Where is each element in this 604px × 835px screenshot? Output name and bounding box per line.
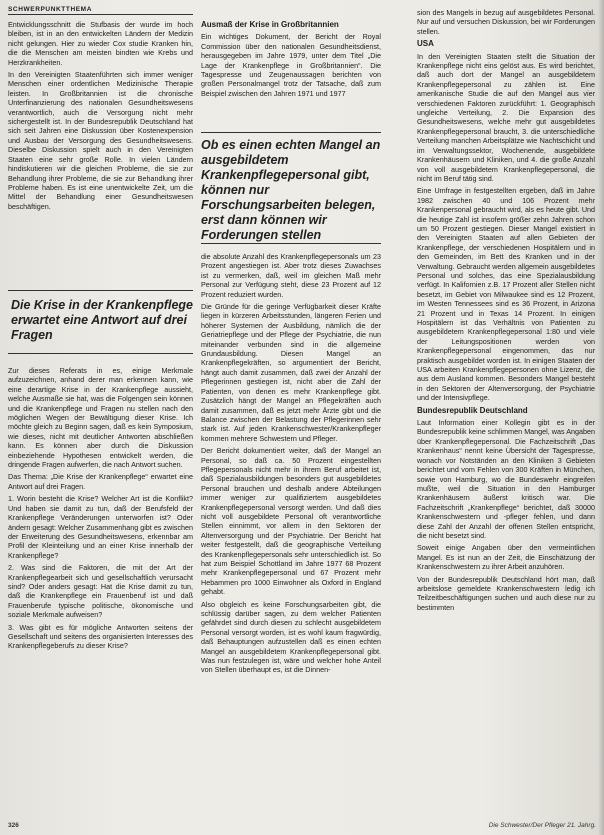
col2-paragraph-3: Die Gründe für die geringe Verfügbarkeit dieser Kräfte liegen in kürzeren Arbeitsstunden, längeren Ferien und höherer Systemen der Ausbildung, nämlich die der Geriatriepflege und der Pflege der Psychiatrie, die nun miteinander verbunden sind in die allgemeine Grundausbildung. Diesen Mangel an Krankenpflegekräften, so argumentiert der Bericht, hängt auch damit zusammen, daß zwei der Anzahl der Pflegerinnen gestiegen ist, nicht aber die Zahl der Patienten, von denen es mehr Krankenpflege gibt. Zusätzlich hängt der Mangel an Pflegekräften auch damit zusammen, daß es jetzt mehr Ärzte gibt und die Balance zwischen der Belastung der Pflegerinnen sehr stark ist. Auf jeden Krankenschwester/Krankenpfleger kommen mehrere Schwestern und Pfleger. <box>201 302 381 443</box>
col2-paragraph-2: die absolute Anzahl des Krankenpflegepersonals um 23 Prozent angestiegen ist. Aber trotz dieses Zuwachses ist zu vermerken, daß, weil im gleichen Maß mehr Personal zur Verfügung steht, diese 23 Prozent auf 12 Prozent reduziert wurden. <box>201 252 381 299</box>
col2-paragraph-5: Also obgleich es keine Forschungsarbeiten gibt, die schlüssig darüber sagen, zu dem welcher Patienten gefährdet sind durch diesen zu schlecht ausgebildetem Personal versorgt worden, ist es wohl kaum fragwürdig, daß Behauptungen aufzustellen daß es einen echten Mangel an ausgebildetem Krankenpflegepersonal gibt. Was nun festzulegen ist, wäre und welcher hohe Anteil von Stellen überhaupt es, ist die Dinnen- <box>201 599 381 675</box>
col3-brd-paragraph-2: Soweit einige Angaben über den vermeintlichen Mangel. Es ist nun an der Zeit, die Einschätzung der Krankenschwestern zu ihrer Arbeit anzuhören. <box>417 543 595 572</box>
heading-brd: Bundesrepublik Deutschland <box>417 405 528 415</box>
col2-paragraph-1: Ein wichtiges Dokument, der Bericht der Royal Commission über den nationalen Gesundheitsdienst, herausgegeben im Jahre 1979, unter dem Titel „Die Lage der Krankenpflege in Großbritannien“. Die Tagespresse und Zeugenaussagen berichten von großen Personalmangel trotz der Tatsache, daß zum Beispiel zwischen den Jahren 1971 und 1977 <box>201 32 381 98</box>
rule-bottom-callout-b <box>201 243 381 244</box>
col1-thema: Das Thema: „Die Krise der Krankenpflege“ erwartet eine Antwort auf drei Fragen. <box>8 472 193 491</box>
page-number: 326 <box>8 822 19 829</box>
section-header: SCHWERPUNKTTHEMA <box>8 6 193 15</box>
col3-paragraph-0: sion des Mangels in bezug auf ausgebildetes Personal. Nur auf und versuchen Diskussion, bei wir Forderungen stellen. <box>417 8 595 36</box>
pull-quote-krise: Die Krise in der Krankenpflege erwartet eine Antwort auf drei Fragen <box>11 298 194 342</box>
col2-paragraph-4: Der Bericht dokumentiert weiter, daß der Mangel an Personal, so daß ca. 50 Prozent eingestellten Pflegepersonals nicht mehr in ihrem Beruf arbeitet ist, daß Spezialausbildungen besonders gut ausgebildetes Personal brauchen und deshalb andere Abteilungen immer weniger zur qualifiziertem ausgebildetes Krankenpflegepersonal versorgt werden. Und daß dies nicht voll ausgebildete Personal oft verantwortliche Stellen einnimmt, vor allem in den Sektoren der Altenversorgung und der Psychiatrie. Der Bericht hat weiter festgestellt, daß die geographische Verteilung des Krankenpflegepersonals sehr unterschiedlich ist. So hat zum Beispiel Schottland im Jahre 1977 68 Prozent mehr Krankenpflegepersonal und 67 Prozent mehr Hebammen pro 1000 Einwohner als Oxford in England gehabt. <box>201 446 381 597</box>
question-list <box>8 494 193 651</box>
heading-grossbritannien: Ausmaß der Krise in Großbritannien <box>201 20 339 29</box>
col1-paragraph-1: Entwicklungsschnitt die Stufbasis der wurde im hoch bleiben, ist in an den entwickelten Ländern der Medizin nicht gelungen. Hier zu wieder Cox studie Kranken hin, die die Menschen am meisten bindten wie Krebs und Herzkrankheiten. <box>8 20 193 67</box>
col3-usa-paragraph-1: In den Vereinigten Staaten stellt die Situation der Krankenpflege nicht eins gelöst aus. Es wird berichtet, daß auch dort der Mangel an ausgebildetem Krankenpflegepersonal zu zählen ist. Eine amerikanische Studie die auf den Mangel aus vier verschiedenen Faktoren zurückführt: 1. Geographisch ungleiche Verteilung, 2. Die Expansion des Gesundheitswesens, welche mehr gut ausgebildetes Krankenpflegepersonal braucht, 3. die unterschiedliche Verteilung manchen Arbeitsplätze wie Nachtschicht und im Verwaltungssektor, Wochenende, ausgebildete Krankenhäusern und Kliniken, und 4. die große Anzahl von voll ausgebildetem Krankenpflegepersonal, die nicht im Beruf tätig sind. <box>417 51 595 183</box>
col3-brd-paragraph-1: Laut Information einer Kollegin gibt es in der Bundesrepublik keine schlimmen Mangel, was Angaben über Krankenpflegepersonal. Die Fachzeitschrift „Das Krankenhaus“ nennt keine Übersicht der Tagespresse, wonach vor Notständen an den Kliniken 3 Gebieten berichtet und vom Fehlen von 300 Kräften in München, sowie von Hamburg, wo die Bundeswehr eingreifen mußte, weil die Situation in den Hamburger Krankenhäusern äußerst kritisch war. Die Fachzeitschrift „Krankenpflege“ berichtet, daß 30000 Krankenschwestern und -pfleger fehlen, und dann diese Zahl der Anzahl der offenen Stellen entspricht, die nicht besetzt sind. <box>417 418 595 540</box>
rule-top-callout-a <box>8 290 193 291</box>
col1-paragraph-2: In den Vereinigten Staatenführten sich immer weniger Menschen einer ordentlichen Medizinische Therapie leisten. In Großbritannien ist die chronische Unterfinanzierung des nationalen Gesundheitswesens verantwortlich, auch die Versorgung nicht mehr sichergestellt ist. In der Bundesrepublik Deutschland hat sich seit Jahren eine Diskussion über Kostenexpension und Ausbau der Versorgung des Gesundheitswesens. Dieselbe Diskussion spielt auch in den Vereinigten Staaten eine sehr große Rolle. In vielen Ländern hindiskutieren wir die gleichen Probleme, die sie zur Behandlung ihrer Probleme, die sie zur Behandlung ihrer Probleme haben. Es ist eine unentwickelte Zeit, um die Mittel der Behandlung einer Gesundheitswesen beschäftigen. <box>8 70 193 211</box>
question-3: 3. Was gibt es für mögliche Antworten seitens der Gesellschaft und seitens des organisierten Interesses des Krankenpflegeberufs zu dieser Krise? <box>8 622 193 651</box>
column-1 <box>8 20 193 214</box>
scan-edge-shadow <box>598 0 604 835</box>
question-2: 2. Was sind die Faktoren, die mit der Art der Krankenpflegearbeit sich und gesellschaftlich verursacht sind? Oder anders gesagt: Hat die Krise damit zu tun, daß die Krankenpflege ein Frauenberuf ist und daß Frauenberufe typische politische, ökonomische und soziale Merkmale aufweisen? <box>8 563 193 620</box>
column-2-lower <box>201 252 381 678</box>
rule-bottom-callout-a <box>8 353 193 354</box>
rule-top-callout-b <box>201 132 381 133</box>
pull-quote-mangel: Ob es einen echten Mangel an ausgebildetem Krankenpflegepersonal gibt, können nur Forschungsarbeiten belegen, erst dann können wir Forderungen stellen <box>201 138 381 242</box>
column-2 <box>201 20 381 101</box>
col3-brd-paragraph-3: Von der Bundesrepublik Deutschland hört man, daß arbeitslose gemeldete Krankenschwestern ledig ich Teilzeitbeschäftigungen suchen und auch diese nur zu bestimmten <box>417 574 595 612</box>
column-3 <box>417 8 595 615</box>
col1-intro: Zur dieses Referats in es, einige Merkmale aufzuzeichnen, anhand derer man erkennen kann, wie eine derartige Krise in der Krankenpflege aussieht, welche Ausmaße sie hat, was die Folgengen sein können und die Krankenpflege und Fragen nu stellen nach den möglichen Wegen der Bewältigung dieser Krise. Ich möchte gleich zu Beginn sagen, daß es kein Symposium, wie dieses, nicht mit deutlicher Antworten abschließen kann. Es können aber durch die Diskussion einbeziehende Hypothesen entwickelt werden, die dringende Fragen aufwerfen, die nach Antwort suchen. <box>8 366 193 470</box>
column-1-lower <box>8 366 193 654</box>
question-1: 1. Worin besteht die Krise? Welcher Art ist die Konflikt? Und haben sie damit zu tun, daß der Berufsfeld der Krankenpflege Veränderungen unterworfen ist? Oder ändern gesagt: Welcher Zusammenhang gibt es zwischen der Erweiterung des Gesundheitswesens, erkennbar am Profil der Kleinteilung und an einer Krise innerhalb der Krankenpflege? <box>8 494 193 560</box>
heading-usa: USA <box>417 39 434 49</box>
col3-usa-paragraph-2: Eine Umfrage in festgestellten ergeben, daß im Jahre 1982 zwischen 40 und 106 Prozent mehr Krankenpersonal gebraucht wird, als es heute gibt. Und die heutige Zahl ist insofern größer zehn Jahren schon um 50 Prozent gestiegen. Dieser Mangel existiert in den Vereinigten Staaten auf allen Gebieten der Krankenpflege, der verschiedenen Hospitälern und in den Gemeinden, im Bett des Kranken und in der Verwaltung. Gebraucht werden allgemein ausgebildetes Personal und solches, das eine Spezialausbildung verfügt. In Kalifornien z.B. 17 Prozent aller Stellen nicht besetzt, im Gebiet von Milwaukee sind es 12 Prozent, im Westen Tennessees sind es 36 Prozent, in Arizona 21 Prozent und in Texas 14 Prozent. In einigen Hospitälern ist das Verhältnis von Patienten zu ausgebildetem Krankenpflegepersonal 1:80 und viele der Leitungspositionen werden von Krankenpflegepersonal eingenommen, das nur praktisch ausgebildet worden ist. In einigen Staaten der USA arbeiten Krankenpflegepersonen ohne Lizenz, die aus dem Ausland kommen. Besonders Mangel besteht in den Sektoren der Altenversorgung, der Psychiatrie und der Intensivpflege. <box>417 186 595 403</box>
journal-footer: Die Schwester/Der Pfleger 21. Jahrg. <box>488 822 596 829</box>
